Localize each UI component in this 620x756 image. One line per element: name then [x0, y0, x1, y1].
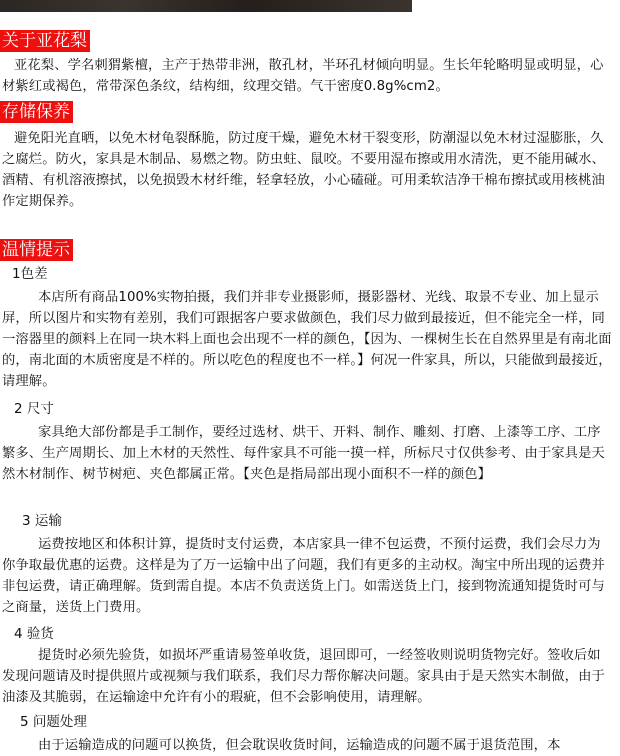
storage-paragraph: 避免阳光直晒，以免木材龟裂酥脆，防过度干燥，避免木材干裂变形，防潮湿以免木材过湿膨胀，久之腐烂。防火，家具是木制品、易燃之物。防虫蛀、鼠咬。不要用湿布擦或用水清洗，更不能用碱水、酒精、有机溶液擦拭，以免损毁木材纤维，轻拿轻放，小心磕碰。可用柔软洁净干棉布擦拭或用核桃油作定期保养。 [2, 131, 605, 209]
tip-body-inspection: 提货时必须先验货，如损坏严重请易签单收货，退回即可，一经签收则说明货物完好。签收后如发现问题请及时提供照片或视频与我们联系，我们尽力帮你解决问题。家具由于是天然实木制做，由于油漆及其脆弱，在运输途中允许有小的瑕疵，但不会影响使用，请理解。 [2, 648, 605, 705]
tip-body-issue-handling: 由于运输造成的问题可以换货，但会耽误收货时间，运输造成的问题不属于退货范围，本 [38, 738, 561, 753]
tip-body-color-difference: 本店所有商品100%实物拍摄，我们并非专业摄影师，摄影器材、光线、取景不专业、加上显示屏，所以图片和实物有差别，我们可跟据客户要求做颜色，我们尽力做到最接近，但不能完全一样，同一溶器里的颜料上在同一块木料上面也会出现不一样的颜色，【因为、一棵树生长在自然界里是有南北面的，南北面的木质密度是不样的。所以吃色的程度也不一样。】何况一件家具，所以，只能做到最接近，请理解。 [2, 290, 612, 389]
tip-title-shipping: 3 运输 [22, 513, 62, 529]
tip-title-issue-handling: 5 问题处理 [20, 714, 87, 730]
tip-title-size: 2 尺寸 [14, 401, 54, 417]
top-image-strip [0, 0, 412, 12]
tip-title-inspection: 4 验货 [14, 626, 54, 642]
section-heading-tips: 温情提示 [0, 239, 73, 261]
section-heading-about: 关于亚花梨 [0, 30, 90, 52]
tip-body-shipping: 运费按地区和体积计算，提货时支付运费，本店家具一律不包运费，不预付运费，我们会尽力为你争取最优惠的运费。这样是为了万一运输中出了问题，我们有更多的主动权。淘宝中所出现的运费并非包运费，请正确理解。货到需自提。本店不负责送货上门。如需送货上门，接到物流通知提货时可与之商量，送货上门费用。 [2, 537, 605, 615]
tip-body-size: 家具绝大部份都是手工制作，要经过选材、烘干、开料、制作、雕刻、打磨、上漆等工序、工序繁多、生产周期长、加上木材的天然性、每件家具不可能一摸一样，所标尺寸仅供参考、由于家具是天然木材制作、树节树疤、夹色都属正常。【夹色是指局部出现小面积不一样的颜色】 [2, 425, 605, 482]
tip-title-color-difference: 1色差 [12, 266, 48, 282]
about-paragraph: 亚花梨、学名刺猬紫檀，主产于热带非洲，散孔材，半环孔材倾向明显。生长年轮略明显或明显，心材紫红或褐色，常带深色条纹，结构细，纹理交错。气干密度0.8g%cm2。 [2, 58, 604, 94]
section-heading-storage: 存储保养 [0, 101, 73, 123]
